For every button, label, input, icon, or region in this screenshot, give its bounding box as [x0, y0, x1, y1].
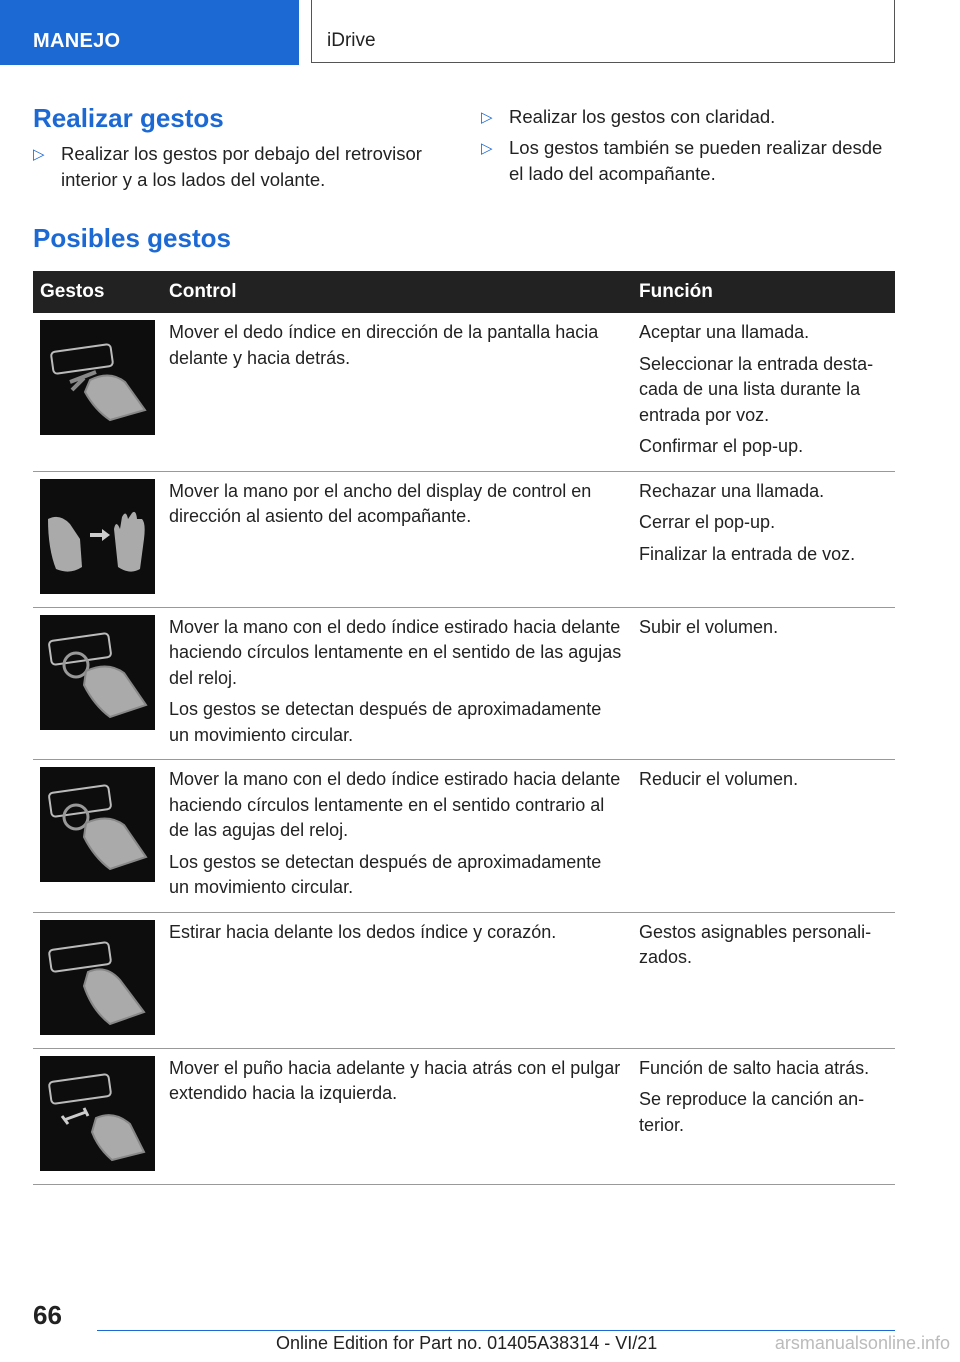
column-header-gestos: Gestos — [33, 271, 162, 313]
section-title-realizar: Realizar gestos — [33, 103, 224, 133]
section-title-posibles: Posibles gestos — [33, 223, 231, 253]
fist-thumb-icon — [40, 1056, 155, 1171]
section-label: MANEJO — [33, 30, 121, 52]
table-row: Mover la mano con el dedo índice estirado hacia delante haciendo círculos lentamente en el sentido de las agujas del reloj. Los gestos se detectan después de aproximadamente un movimiento circular. Subir el volumen. — [33, 607, 895, 760]
finger-circle-clockwise-icon — [40, 615, 155, 730]
finger-forward-back-icon — [40, 320, 155, 435]
table-row: Mover el dedo índice en dirección de la pantalla hacia delante y hacia detrás. Aceptar una llamada. Seleccionar la entrada destacada de una lista durante la entrada por voz. Confirmar el pop-up. — [33, 313, 895, 471]
gestures-table — [33, 271, 895, 1185]
column-header-control: Control — [162, 271, 632, 313]
column-header-funcion: Función — [632, 271, 895, 313]
list-item: ▷ Realizar los gestos con claridad. — [481, 104, 895, 130]
table-header-row — [33, 271, 895, 313]
watermark: arsmanualsonline.info — [774, 1333, 950, 1353]
bullet-triangle-icon: ▷ — [481, 140, 493, 157]
edition-note: Online Edition for Part no. 01405A38314 - VI/21 — [276, 1333, 658, 1353]
list-item: ▷ Los gestos también se pueden realizar desde el lado del acompañante. — [481, 137, 883, 184]
section-tab — [0, 0, 299, 65]
list-item: ▷ Realizar los gestos por debajo del retrovisor interior y a los lados del volante. — [33, 143, 422, 190]
chapter-label: iDrive — [327, 30, 376, 51]
two-fingers-icon — [40, 920, 155, 1035]
hand-swipe-icon — [40, 479, 155, 594]
table-row: Estirar hacia delante los dedos índice y corazón. Gestos asignables personalizados. — [33, 912, 895, 1048]
footer-divider — [97, 1330, 895, 1331]
chapter-tab — [311, 0, 895, 63]
finger-circle-counterclockwise-icon — [40, 767, 155, 882]
table-row: Mover la mano por el ancho del display de control en dirección al asiento del acompañante. Rechazar una llamada. Cerrar el pop-up. Finalizar la entrada de voz. — [33, 471, 895, 607]
bullet-list-right — [481, 104, 895, 192]
bullet-triangle-icon: ▷ — [481, 109, 493, 126]
table-row: Mover el puño hacia adelante y hacia atrás con el pulgar extendido hacia la izquierda. Función de salto hacia atrás. Se reproduce la canción anterior. — [33, 1048, 895, 1184]
bullet-triangle-icon: ▷ — [33, 146, 45, 163]
table-row: Mover la mano con el dedo índice estirado hacia delante haciendo círculos lentamente en el sentido contrario al de las agujas del reloj. Los gestos se detectan después de aproximadamente un movimiento circular. Reducir el volumen. — [33, 760, 895, 913]
page-number: 66 — [33, 1300, 62, 1330]
bullet-list-left — [33, 141, 433, 198]
